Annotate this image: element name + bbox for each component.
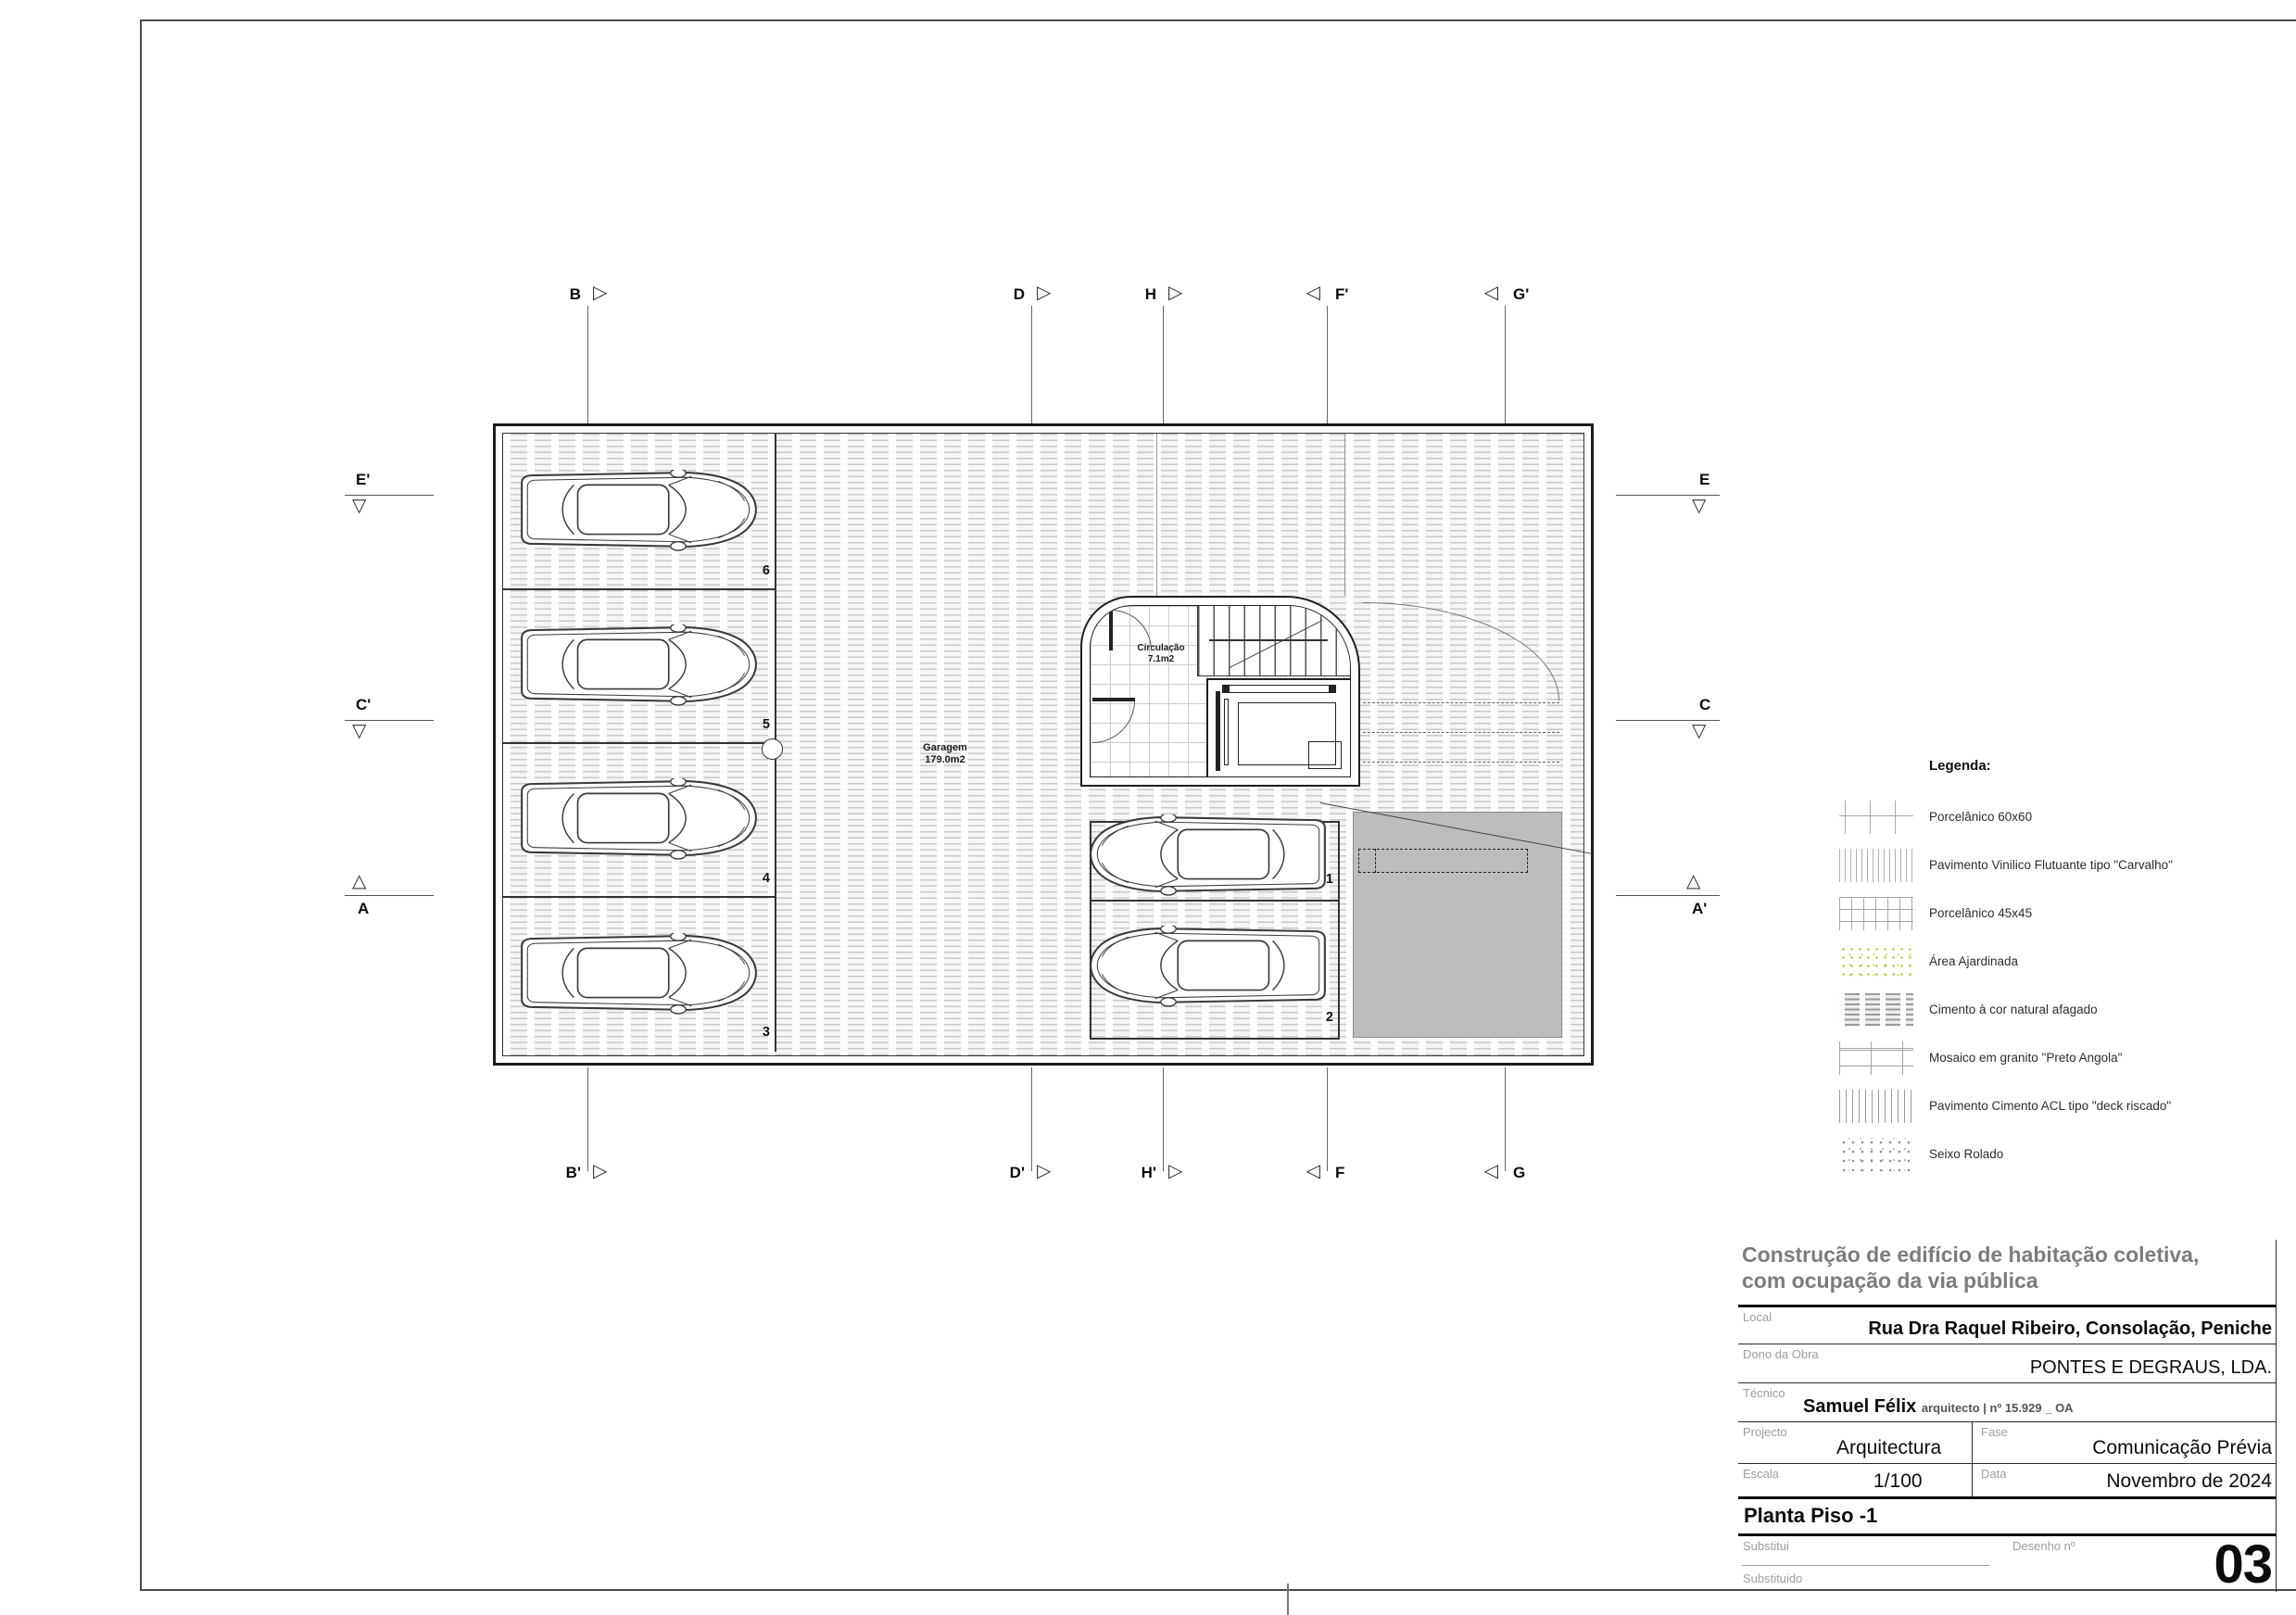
field-label: Data <box>1981 1467 2007 1481</box>
legend-label: Pavimento Vinilico Flutuante tipo "Carvalho" <box>1929 858 2173 872</box>
parking-divider <box>503 742 775 744</box>
parking-boundary <box>1090 1038 1340 1040</box>
room-label-garage <box>923 742 967 766</box>
triangle-down-icon: ▽ <box>1692 721 1707 741</box>
legend-item <box>1839 1090 2284 1123</box>
legend-item <box>1839 801 2284 834</box>
pattern-deck-icon <box>1839 1090 1913 1123</box>
drawing-number: 03 <box>2214 1534 2272 1595</box>
legend-item <box>1839 993 2284 1027</box>
circulation-floor <box>1090 605 1351 777</box>
ramp-curve-line <box>1363 602 1559 700</box>
field-value: Comunicação Prévia <box>2092 1437 2272 1458</box>
pattern-vinyl-icon <box>1839 849 1913 882</box>
triangle-left-icon: ◁ <box>1483 1161 1498 1181</box>
elevator-counterweight <box>1308 741 1342 769</box>
project-title-line1: Construção de edifício de habitação coletiva, <box>1742 1243 2200 1267</box>
frame-left-line <box>140 19 142 1591</box>
projection-line <box>1344 434 1345 596</box>
triangle-down-icon: ▽ <box>1692 496 1707 516</box>
stair-core <box>1080 596 1360 787</box>
section-line <box>1031 1067 1032 1171</box>
field-label: Dono da Obra <box>1743 1347 1819 1361</box>
overhead-dashed-line <box>1363 732 1559 733</box>
field-value <box>1803 1396 2074 1418</box>
parking-number: 1 <box>1325 872 1333 887</box>
field-value: Rua Dra Raquel Ribeiro, Consolação, Peniche <box>1868 1318 2272 1339</box>
garage-name: Garagem <box>923 742 967 753</box>
parking-divider <box>503 588 775 590</box>
field-local <box>1738 1307 2276 1344</box>
triangle-left-icon: ◁ <box>1306 1161 1320 1181</box>
triangle-right-icon: ▷ <box>1168 283 1183 303</box>
cell-divider <box>1972 1464 1973 1496</box>
legend-label: Porcelânico 45x45 <box>1929 906 2033 920</box>
title-block <box>1738 1240 2277 1595</box>
section-line <box>345 895 434 896</box>
section-line <box>1163 306 1164 423</box>
legend-item <box>1839 1041 2284 1075</box>
pattern-garden-icon <box>1839 945 1913 978</box>
project-title <box>1738 1240 2276 1307</box>
triangle-down-icon: ▽ <box>352 496 367 516</box>
section-label: B' <box>565 1164 581 1181</box>
field-label: Fase <box>1981 1425 2008 1439</box>
car-top-view <box>1084 926 1332 1007</box>
pattern-pebble-icon <box>1839 1138 1913 1171</box>
parking-number: 3 <box>762 1025 770 1040</box>
revision-row <box>1738 1534 2276 1595</box>
parking-number: 2 <box>1325 1010 1333 1025</box>
field-label: Substitui <box>1743 1539 1789 1553</box>
triangle-down-icon: ▽ <box>352 721 367 741</box>
project-title-line2: com ocupação da via pública <box>1742 1268 2038 1293</box>
section-label: D' <box>1009 1164 1025 1181</box>
field-label: Local <box>1743 1310 1772 1324</box>
field-owner <box>1738 1344 2276 1383</box>
section-label: H <box>1144 285 1156 303</box>
section-label: B <box>569 285 581 303</box>
car-top-view <box>514 470 763 551</box>
field-scale-date <box>1738 1464 2276 1499</box>
fold-mark <box>1287 1583 1289 1615</box>
door-leaf <box>1092 698 1135 701</box>
triangle-left-icon: ◁ <box>1483 283 1498 303</box>
triangle-up-icon: △ <box>1686 871 1701 891</box>
legend-label: Seixo Rolado <box>1929 1147 2004 1161</box>
overhead-dashed-line <box>1363 762 1559 763</box>
section-label: C' <box>356 696 372 713</box>
parking-divider <box>1090 900 1340 902</box>
field-label: Substituido <box>1743 1571 1803 1585</box>
legend-title: Legenda: <box>1929 758 1991 774</box>
triangle-left-icon: ◁ <box>1306 283 1320 303</box>
section-label: C <box>1699 696 1711 713</box>
elevator-door <box>1229 685 1330 693</box>
elevator-shaft <box>1206 678 1351 777</box>
pattern-grid45-icon <box>1839 897 1913 930</box>
car-top-view <box>514 625 763 706</box>
elevator-guide-rail <box>1216 691 1220 771</box>
field-label: Desenho nº <box>2012 1539 2075 1553</box>
section-line <box>587 1067 588 1171</box>
legend-item <box>1839 945 2284 978</box>
overhead-dashed-line <box>1363 702 1559 703</box>
triangle-right-icon: ▷ <box>1037 1161 1052 1181</box>
ramp-gate-dashed-divider <box>1375 849 1376 873</box>
field-value: Arquitectura <box>1836 1437 1942 1458</box>
ramp-gate-dashed <box>1358 849 1528 873</box>
triangle-right-icon: ▷ <box>593 283 608 303</box>
section-label: E <box>1699 471 1710 488</box>
section-line <box>1031 306 1032 423</box>
legend-label: Porcelânico 60x60 <box>1929 810 2033 824</box>
triangle-up-icon: △ <box>352 871 367 891</box>
technician-credentials: arquitecto | nº 15.929 _ OA <box>1921 1401 2074 1415</box>
door-leaf <box>1109 610 1113 650</box>
section-label: A <box>358 900 370 917</box>
section-line <box>1505 1067 1506 1171</box>
door-swing-arc <box>1111 610 1152 650</box>
drawing-title-row <box>1738 1499 2276 1536</box>
garage-floor <box>502 433 1584 1056</box>
section-line <box>1327 1067 1328 1171</box>
section-line <box>587 306 588 423</box>
field-project-phase <box>1738 1422 2276 1464</box>
section-label: F <box>1335 1164 1345 1181</box>
drawing-title: Planta Piso -1 <box>1744 1504 1878 1527</box>
field-value: 1/100 <box>1873 1470 1923 1492</box>
legend-item <box>1839 849 2284 882</box>
circulation-area: 7.1m2 <box>1147 654 1175 664</box>
section-label: E' <box>356 471 371 488</box>
parking-number: 5 <box>762 717 770 732</box>
pattern-grid60-icon <box>1839 801 1913 834</box>
revision-underline <box>1742 1565 1989 1566</box>
cell-divider <box>1972 1422 1973 1463</box>
circulation-name: Circulação <box>1137 643 1185 653</box>
legend-item <box>1839 1138 2284 1171</box>
projection-line <box>1156 434 1157 596</box>
pattern-cement-icon <box>1839 993 1913 1027</box>
garage-area: 179.0m2 <box>925 754 965 765</box>
field-value: Novembro de 2024 <box>2106 1470 2272 1492</box>
legend-label: Pavimento Cimento ACL tipo "deck riscado" <box>1929 1099 2172 1113</box>
legend-label: Cimento à cor natural afagado <box>1929 1003 2098 1016</box>
field-label: Técnico <box>1743 1386 1785 1400</box>
legend-label: Área Ajardinada <box>1929 954 2019 968</box>
stair-treads <box>1197 606 1350 676</box>
section-label: F' <box>1335 285 1349 303</box>
field-label: Escala <box>1743 1467 1780 1481</box>
section-label: G' <box>1513 285 1530 303</box>
parking-divider <box>503 896 775 898</box>
section-line <box>1327 306 1328 423</box>
section-line <box>1616 895 1720 896</box>
ramp-area <box>1353 812 1562 1038</box>
section-label: G <box>1513 1164 1526 1181</box>
triangle-right-icon: ▷ <box>593 1161 608 1181</box>
section-label: H' <box>1141 1164 1156 1181</box>
pattern-granite-icon <box>1839 1041 1913 1075</box>
triangle-right-icon: ▷ <box>1168 1161 1183 1181</box>
legend-label: Mosaico em granito "Preto Angola" <box>1929 1051 2123 1065</box>
section-line <box>1505 306 1506 423</box>
parking-boundary <box>1338 821 1340 1039</box>
building-outline <box>493 423 1594 1066</box>
legend-item <box>1839 897 2284 930</box>
section-label: A' <box>1692 900 1708 917</box>
structural-column <box>762 738 783 760</box>
technician-name: Samuel Félix <box>1803 1396 1917 1417</box>
field-technician <box>1738 1383 2276 1422</box>
field-value: PONTES E DEGRAUS, LDA. <box>2029 1357 2272 1378</box>
section-line <box>1163 1067 1164 1171</box>
frame-top-line <box>140 19 2296 21</box>
triangle-right-icon: ▷ <box>1037 283 1052 303</box>
stair-rail <box>1209 639 1328 641</box>
elevator-guide-rail <box>1224 699 1229 765</box>
door-swing-arc <box>1092 700 1135 743</box>
car-top-view <box>514 933 763 1015</box>
section-label: D <box>1013 285 1025 303</box>
car-top-view <box>514 778 763 860</box>
field-label: Projecto <box>1743 1425 1787 1439</box>
parking-number: 6 <box>762 563 770 578</box>
parking-number: 4 <box>762 871 770 886</box>
